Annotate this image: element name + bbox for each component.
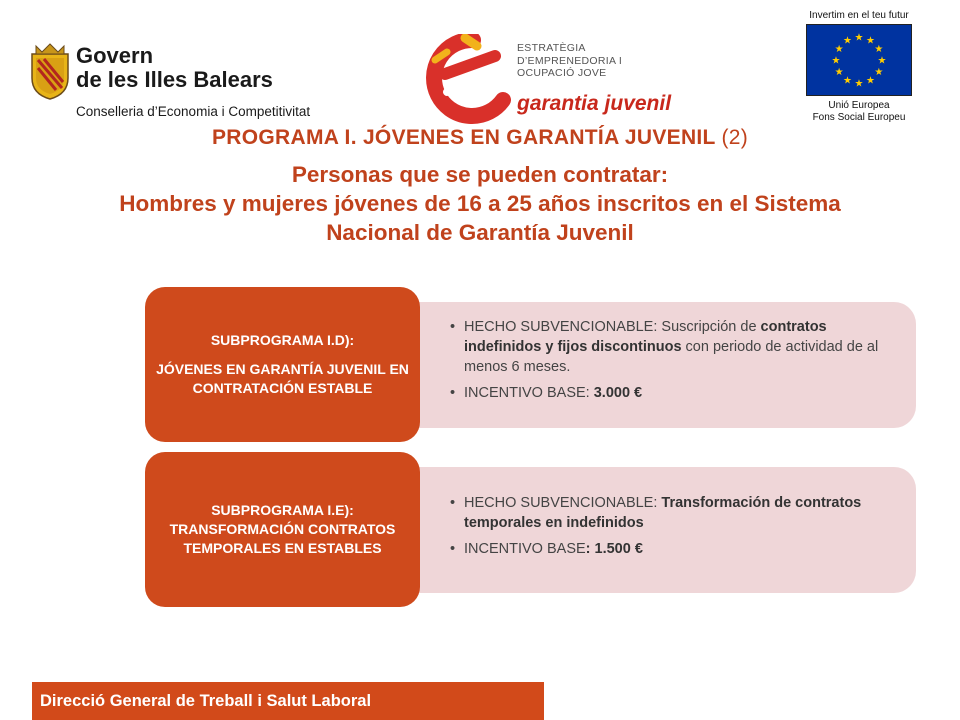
bullet-bold-text: contratos indefinidos y fijos discontinuos [464,319,827,355]
govern-name-line2: de les Illes Balears [76,67,273,92]
subprogram-ie-tile [145,452,420,607]
eu-star-icon: ★ [877,55,887,67]
eu-caption-line1: Unió Europea [828,100,890,111]
eu-star-icon: ★ [843,35,852,47]
garantia-line2: D’EMPRENEDORIA I [517,54,623,67]
eu-caption-line2: Fons Social Europeu [812,112,906,123]
govern-name-line1: Govern [76,43,154,68]
subprogram-id-bullet-subsidizable [448,317,888,377]
eu-star-icon: ★ [874,67,884,78]
bullet-text: INCENTIVO BASE: [464,385,594,401]
eu-caption [800,100,918,124]
subprogram-id-tile [145,287,420,442]
govern-name [76,44,273,92]
bullet-text: HECHO SUBVENCIONABLE: [464,495,662,511]
eu-star-icon: ★ [866,35,875,47]
subprogram-id-bullet-incentive [448,383,888,403]
eligible-heading-line2: Hombres y mujeres jóvenes de 16 a 25 años inscritos en el Sistema [119,191,841,216]
incentive-amount: : 1.500 € [585,541,643,557]
garantia-juvenil-brand: garantia juvenil [517,92,672,115]
program-title-number: (2) [721,126,749,149]
eligible-heading-line3: Nacional de Garantía Juvenil [326,220,634,245]
bullet-bold-text: Transformación de contratos temporales en indefinidos [464,495,862,531]
govern-illes-balears-logo [28,40,318,126]
eu-star-icon: ★ [834,67,844,78]
eu-star-icon: ★ [866,75,875,87]
subprogram-ie-bullet-subsidizable [448,493,888,533]
program-title [0,126,960,150]
garantia-juvenil-mark-icon [425,34,511,124]
garantia-juvenil-tagline [517,42,622,80]
eligible-persons-heading [0,160,960,247]
subprogram-id-header: SUBPROGRAMA I.D): [210,332,355,348]
bullet-text: con periodo de actividad de al menos 6 meses. [464,339,879,375]
eu-fse-logo [800,10,918,122]
subprogram-ie-name: TRANSFORMACIÓN CONTRATOS TEMPORALES EN ESTABLES [169,521,396,556]
eu-star-icon: ★ [854,32,864,44]
eligible-heading-line1: Personas que se pueden contratar: [291,162,669,187]
bullet-text: INCENTIVO BASE [464,541,586,557]
incentive-amount: 3.000 € [593,385,643,401]
subprogram-ie-bullet-incentive [448,539,888,559]
eu-star-icon: ★ [854,78,864,90]
eu-star-icon: ★ [874,44,884,55]
garantia-line3: OCUPACIÓ JOVE [517,67,607,79]
subprogram-ie-header: SUBPROGRAMA I.E): [211,502,354,518]
eu-star-icon: ★ [831,55,841,67]
garantia-line1: ESTRATÈGIA [517,42,586,54]
eu-star-icon: ★ [843,75,852,87]
coat-of-arms-icon [28,42,72,100]
govern-department: Conselleria d’Economia i Competitivitat [76,104,311,119]
program-title-text: PROGRAMA I. JÓVENES EN GARANTÍA JUVENIL [211,126,716,149]
eu-flag-icon [806,24,912,96]
footer-department: Direcció General de Treball i Salut Laboral [32,682,544,720]
bullet-text: HECHO SUBVENCIONABLE: Suscripción de [464,319,761,335]
subprogram-ie-bullets [448,493,888,565]
eu-tagline: Invertim en el teu futur [809,10,909,21]
subprogram-id-bullets [448,317,888,409]
subprogram-id-name: JÓVENES EN GARANTÍA JUVENIL EN CONTRATACIÓN ESTABLE [156,361,409,396]
eu-star-icon: ★ [834,44,844,55]
garantia-juvenil-logo [425,34,672,124]
